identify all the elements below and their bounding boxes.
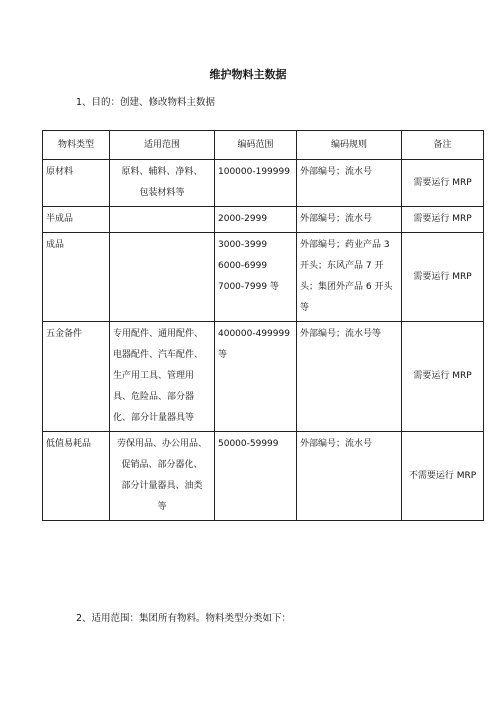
cell-range <box>215 207 297 233</box>
cell-type: 成品 <box>43 233 110 322</box>
scope-line: 化、部分计量器具等 <box>113 413 195 423</box>
table-row <box>43 160 484 207</box>
purpose-paragraph: 1、目的：创建、修改物料主数据 <box>76 97 216 108</box>
table-header-row <box>43 131 484 160</box>
header-material-type: 物料类型 <box>43 131 110 160</box>
cell-type: 低值易耗品 <box>43 432 110 521</box>
header-code-rule: 编码规则 <box>297 131 402 160</box>
cell-scope <box>110 322 215 432</box>
range-line: 400000-499999 <box>218 329 290 339</box>
document-title: 维护物料主数据 <box>209 68 287 81</box>
range-line: 2000-2999 <box>218 214 268 224</box>
header-code-range: 编码范围 <box>215 131 297 160</box>
cell-type: 五金备件 <box>43 322 110 432</box>
range-line: 6000-6999 <box>218 261 268 271</box>
scope-line: 等 <box>157 502 167 512</box>
scope-line: 促销品、部分器化、 <box>121 460 203 470</box>
table-row <box>43 207 484 233</box>
scope-line: 原料、辅料、净料、 <box>121 167 203 177</box>
rule-line: 外部编号；流水号 <box>300 214 373 224</box>
scope-line: 包装材料等 <box>139 188 185 198</box>
rule-line: 头；集团外产品 6 开头 <box>300 282 393 292</box>
range-line: 3000-3999 <box>218 240 268 250</box>
cell-scope <box>110 160 215 207</box>
scope-paragraph: 2、适用范围：集团所有物料。物料类型分类如下： <box>76 613 292 624</box>
cell-rule <box>297 160 402 207</box>
cell-range <box>215 233 297 322</box>
cell-range <box>215 432 297 521</box>
range-line: 100000-199999 <box>218 167 290 177</box>
cell-note: 不需要运行 MRP <box>402 432 484 521</box>
cell-rule <box>297 432 402 521</box>
cell-type: 原材料 <box>43 160 110 207</box>
cell-type: 半成品 <box>43 207 110 233</box>
cell-note: 需要运行 MRP <box>402 207 484 233</box>
range-line: 7000-7999 等 <box>218 282 279 292</box>
cell-scope <box>110 432 215 521</box>
rule-line: 外部编号；流水号 <box>300 167 373 177</box>
scope-line: 劳保用品、办公用品、 <box>116 439 207 449</box>
range-line: 50000-59999 <box>218 439 279 449</box>
scope-line: 生产用工具、管理用 <box>113 371 195 381</box>
cell-note: 需要运行 MRP <box>402 322 484 432</box>
cell-scope <box>110 233 215 322</box>
scope-line: 专用配件、通用配件、 <box>113 329 204 339</box>
rule-line: 外部编号；流水号 <box>300 439 373 449</box>
rule-line: 开头；东风产品 7 开 <box>300 261 384 271</box>
cell-rule <box>297 233 402 322</box>
cell-range <box>215 322 297 432</box>
rule-line: 等 <box>300 303 310 313</box>
cell-rule <box>297 207 402 233</box>
cell-rule <box>297 322 402 432</box>
scope-line: 电器配件、汽车配件、 <box>113 350 204 360</box>
cell-range <box>215 160 297 207</box>
cell-note: 需要运行 MRP <box>402 160 484 207</box>
scope-line: 具、危险品、部分器 <box>113 392 195 402</box>
range-line: 等 <box>218 350 228 360</box>
cell-scope <box>110 207 215 233</box>
cell-note: 需要运行 MRP <box>402 233 484 322</box>
rule-line: 外部编号；药业产品 3 <box>300 240 390 250</box>
table-row <box>43 322 484 432</box>
material-type-table <box>42 130 484 521</box>
table-row <box>43 432 484 521</box>
header-scope: 适用范围 <box>110 131 215 160</box>
table-row <box>43 233 484 322</box>
rule-line: 外部编号；流水号等 <box>300 329 382 339</box>
header-note: 备注 <box>402 131 484 160</box>
scope-line: 部分计量器具、油类 <box>121 481 203 491</box>
